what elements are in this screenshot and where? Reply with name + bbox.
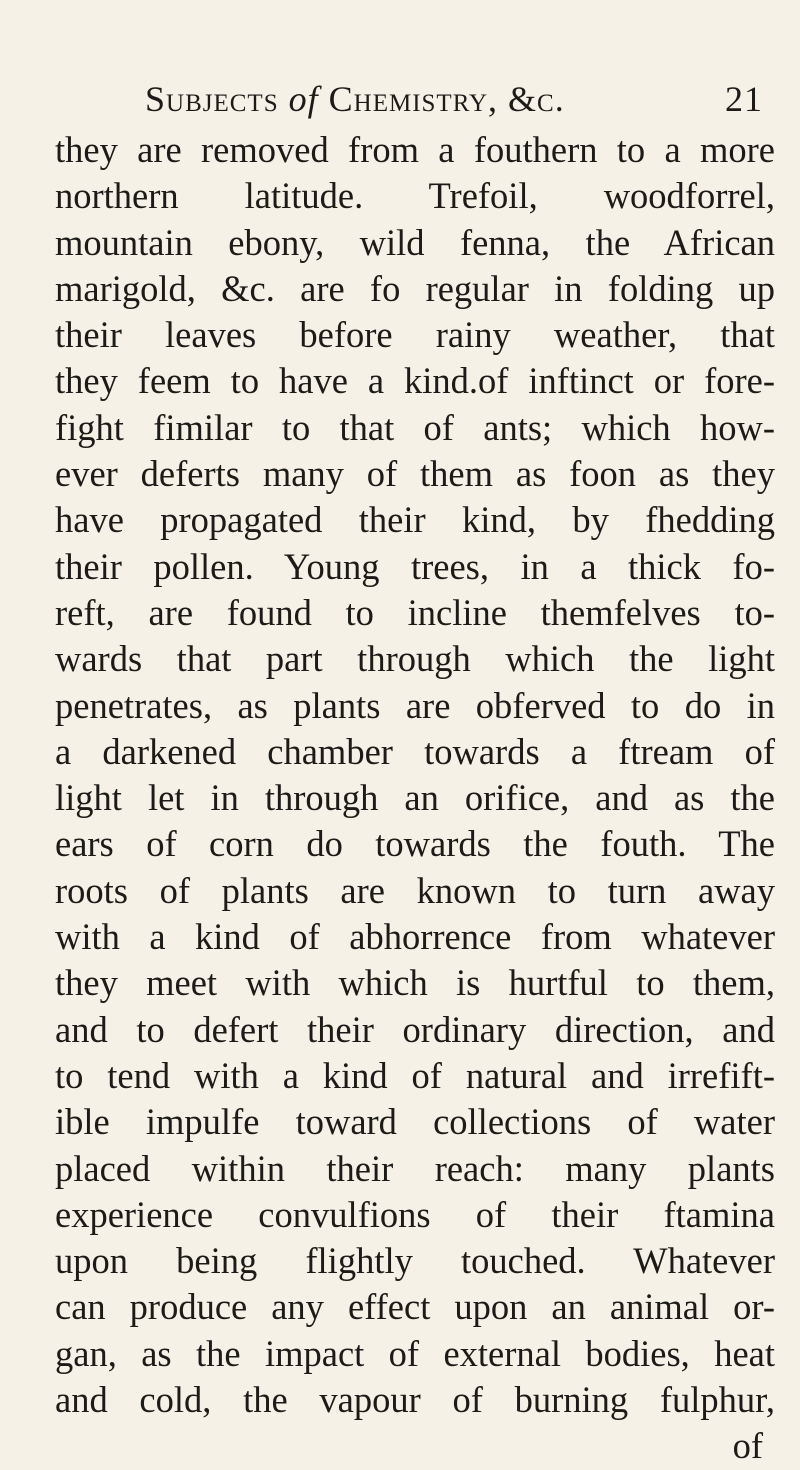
- text-line: a darkened chamber towards a ftream of: [55, 730, 775, 772]
- text-line: they feem to have a kind.of inftinct or fore-: [55, 360, 775, 402]
- text-line: mountain ebony, wild fenna, the African: [55, 221, 775, 263]
- text-line: they meet with which is hurtful to them,: [55, 962, 775, 1004]
- text-line: they are removed from a fouthern to a more: [55, 129, 775, 170]
- text-line: with a kind of abhorrence from whatever: [55, 916, 775, 958]
- text-line: their pollen. Young trees, in a thick fo-: [55, 545, 775, 587]
- text-line: to tend with a kind of natural and irrefift-: [55, 1054, 775, 1096]
- running-head-title-part1: Subjects: [145, 79, 279, 119]
- text-line: their leaves before rainy weather, that: [55, 314, 775, 356]
- text-line: gan, as the impact of external bodies, heat: [55, 1332, 775, 1374]
- running-head-title-of: of: [288, 79, 319, 119]
- text-line: reft, are found to incline themfelves to-: [55, 591, 775, 633]
- text-line: fight fimilar to that of ants; which how-: [55, 406, 775, 448]
- text-line: upon being flightly touched. Whatever: [55, 1240, 775, 1282]
- text-line: have propagated their kind, by fhedding: [55, 499, 775, 541]
- text-line: wards that part through which the light: [55, 638, 775, 680]
- text-line: light let in through an orifice, and as the: [55, 777, 775, 819]
- text-line: ible impulfe toward collections of water: [55, 1101, 775, 1143]
- text-line: roots of plants are known to turn away: [55, 869, 775, 911]
- text-line: ears of corn do towards the fouth. The: [55, 823, 775, 865]
- catchword: of: [732, 1425, 763, 1467]
- text-line: penetrates, as plants are obferved to do in: [55, 684, 775, 726]
- text-line: ever deferts many of them as foon as they: [55, 453, 775, 495]
- text-line: and cold, the vapour of burning fulphur,: [55, 1379, 775, 1421]
- page-number: 21: [725, 79, 763, 119]
- text-line: and to defert their ordinary direction, and: [55, 1008, 775, 1050]
- text-line: experience convulfions of their ftamina: [55, 1193, 775, 1235]
- text-line: can produce any effect upon an animal or-: [55, 1286, 775, 1328]
- body-text: [55, 127, 775, 1470]
- text-line: marigold, &c. are fo regular in folding up: [55, 267, 775, 309]
- running-head: [145, 78, 775, 128]
- running-head-title-part2: Chemistry, &c.: [328, 79, 565, 119]
- text-line: placed within their reach: many plants: [55, 1147, 775, 1189]
- text-line: northern latitude. Trefoil, woodforrel,: [55, 175, 775, 217]
